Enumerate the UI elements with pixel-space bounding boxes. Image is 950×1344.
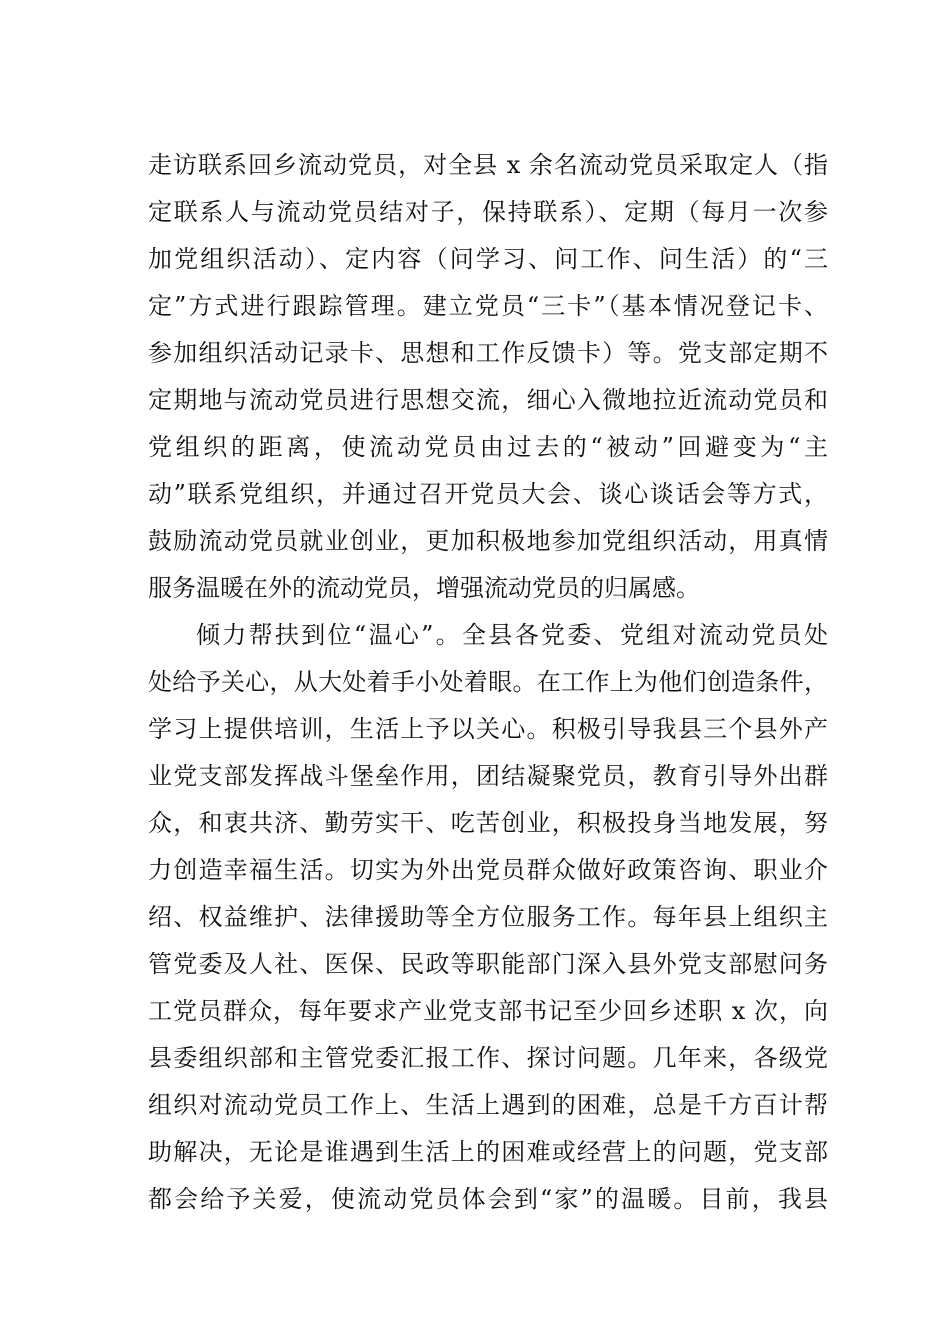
text-line: 服务温暖在外的流动党员，增强流动党员的归属感。 (148, 574, 700, 602)
text-line: 定联系人与流动党员结对子，保持联系）、定期（每月一次参 (148, 198, 828, 226)
text-line: 鼓励流动党员就业创业，更加积极地参加党组织活动，用真情 (148, 527, 828, 555)
text-line: 学习上提供培训，生活上予以关心。积极引导我县三个县外产 (148, 715, 828, 743)
text-line: 助解决，无论是谁遇到生活上的困难或经营上的问题，党支部 (148, 1138, 828, 1166)
text-line: 定期地与流动党员进行思想交流，细心入微地拉近流动党员和 (148, 386, 828, 414)
text-line: 都会给予关爱，使流动党员体会到“家”的温暖。目前，我县 (148, 1185, 828, 1213)
text-line: 加党组织活动）、定内容（问学习、问工作、问生活）的“三 (148, 245, 828, 273)
text-line: 业党支部发挥战斗堡垒作用，团结凝聚党员，教育引导外出群 (148, 762, 828, 790)
text-line: 县委组织部和主管党委汇报工作、探讨问题。几年来，各级党 (148, 1044, 828, 1072)
text-line: 党组织的距离，使流动党员由过去的“被动”回避变为“主 (148, 433, 828, 461)
text-line: 定”方式进行跟踪管理。建立党员“三卡”（基本情况登记卡、 (148, 292, 828, 320)
paragraph-first-line: 倾力帮扶到位“温心”。全县各党委、党组对流动党员处 (196, 621, 828, 649)
text-line: 处给予关心，从大处着手小处着眼。在工作上为他们创造条件， (148, 668, 828, 696)
text-line: 众，和衷共济、勤劳实干、吃苦创业，积极投身当地发展，努 (148, 809, 828, 837)
text-line: 管党委及人社、医保、民政等职能部门深入县外党支部慰问务 (148, 950, 828, 978)
text-line: 组织对流动党员工作上、生活上遇到的困难，总是千方百计帮 (148, 1091, 828, 1119)
text-line: 参加组织活动记录卡、思想和工作反馈卡）等。党支部定期不 (148, 339, 828, 367)
text-line: 走访联系回乡流动党员，对全县 x 余名流动党员采取定人（指 (148, 151, 828, 179)
text-line: 工党员群众，每年要求产业党支部书记至少回乡述职 x 次，向 (148, 997, 828, 1025)
text-line: 绍、权益维护、法律援助等全方位服务工作。每年县上组织主 (148, 903, 828, 931)
text-line: 力创造幸福生活。切实为外出党员群众做好政策咨询、职业介 (148, 856, 828, 884)
text-line: 动”联系党组织，并通过召开党员大会、谈心谈话会等方式， (148, 480, 828, 508)
